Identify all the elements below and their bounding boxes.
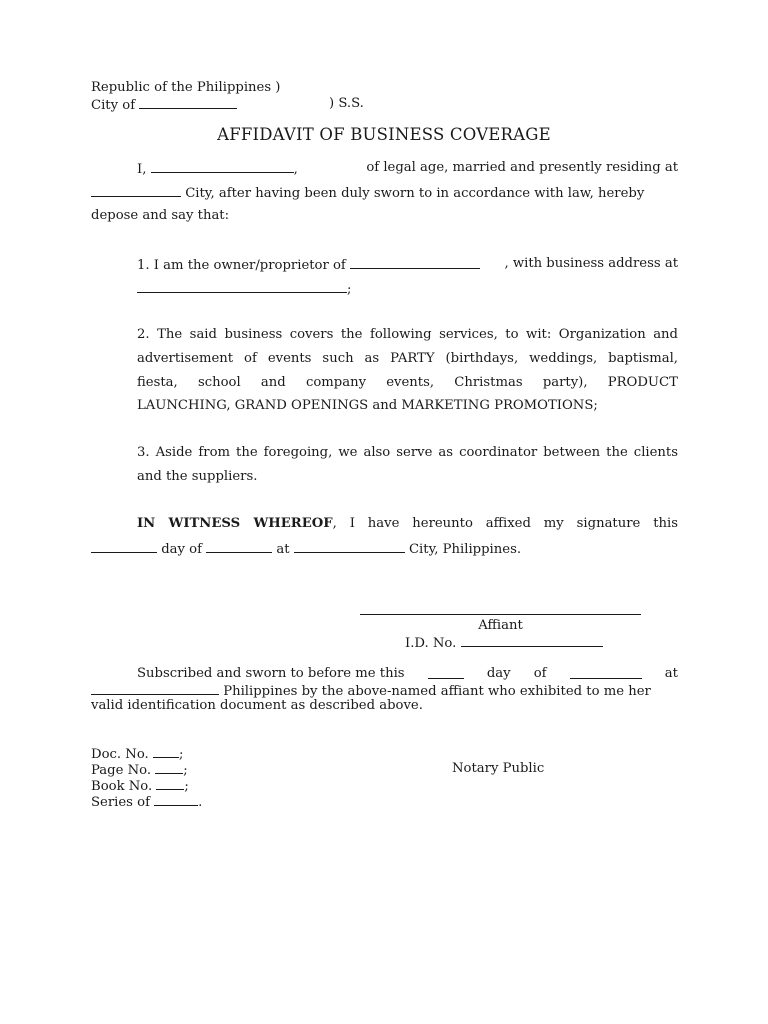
intro-i: I, , (137, 162, 298, 177)
id-number-label: I.D. No. (405, 636, 457, 651)
subscribed-line-3: valid identification document as described above. (91, 698, 423, 713)
item2-word: school (197, 375, 241, 390)
item1-line-1 (137, 256, 678, 274)
business-address-blank (137, 280, 347, 293)
book-no-label: Book No. (91, 779, 153, 794)
page-no-label: Page No. (91, 763, 152, 778)
subscribed-day: day (486, 666, 511, 681)
item2-word: fiesta, (137, 375, 178, 390)
witness-city-text: City, Philippines. (408, 542, 522, 557)
subscribed-at: at (664, 666, 678, 681)
subscribed-of: of (533, 666, 547, 681)
book-no-semicolon: ; (184, 779, 189, 794)
series-line (91, 793, 202, 811)
doc-no-label: Doc. No. (91, 747, 149, 762)
doc-no-semicolon: ; (178, 747, 184, 762)
subscribed-line2-text: Philippines by the above-named affiant who exhibited to me her (223, 684, 651, 699)
affiant-label: Affiant (478, 618, 523, 633)
item1-address-text: , with business address at (504, 256, 678, 271)
republic-text: Republic of the Philippines ) (91, 80, 281, 95)
witness-rest: , I have hereunto affixed my signature this (332, 516, 678, 531)
item2-word: events, (386, 375, 435, 390)
witness-line-1 (137, 516, 678, 532)
intro-line1-rest: of legal age, married and presently residing at (366, 160, 678, 175)
item2-word: PRODUCT (607, 375, 678, 390)
item2-line-3 (137, 375, 678, 391)
book-no-blank (156, 777, 184, 790)
item1-semicolon: ; (347, 282, 352, 297)
witness-line-2 (91, 540, 521, 558)
city-line (91, 96, 237, 114)
doc-no-blank (153, 745, 179, 758)
item3-line-2: and the suppliers. (137, 469, 258, 484)
intro-i-text: I, (137, 162, 147, 177)
subscribed-day-blank (428, 666, 464, 679)
witness-at: at (276, 542, 290, 557)
intro-line2-text: City, after having been duly sworn to in accordance with law, hereby (185, 186, 645, 201)
city-blank (139, 96, 237, 109)
ss-label: ) S.S. (329, 96, 364, 111)
affiant-signature-line (360, 614, 641, 615)
item2-word: and (260, 375, 286, 390)
witness-day-of: day of (161, 542, 202, 557)
item2-line-1: 2. The said business covers the following services, to wit: Organization and (137, 327, 678, 342)
city-label: City of (91, 98, 136, 113)
id-number-line (405, 634, 603, 652)
republic-line (91, 80, 280, 96)
intro-line-3: depose and say that: (91, 208, 230, 223)
subscribed-line-1 (137, 666, 678, 682)
item3-line-1: 3. Aside from the foregoing, we also serve as coordinator between the clients (137, 445, 678, 460)
witness-day-blank (91, 540, 157, 553)
series-blank (154, 793, 198, 806)
item2-word: company (305, 375, 367, 390)
witness-city-blank (294, 540, 405, 553)
page-no-blank (155, 761, 183, 774)
name-blank (151, 160, 294, 173)
item2-line-2: advertisement of events such as PARTY (birthdays, weddings, baptismal, (137, 351, 678, 366)
document-title: AFFIDAVIT OF BUSINESS COVERAGE (217, 125, 551, 144)
item1-line-2 (137, 280, 351, 298)
intro-line-2 (91, 184, 644, 202)
business-name-blank (350, 256, 480, 269)
residence-city-blank (91, 184, 181, 197)
subscribed-text: Subscribed and sworn to before me this (137, 666, 405, 681)
item2-word: party), (542, 375, 588, 390)
witness-bold: IN WITNESS WHEREOF (137, 516, 333, 531)
subscribed-place-blank (91, 682, 219, 695)
item2-line-4: LAUNCHING, GRAND OPENINGS and MARKETING PROMOTIONS; (137, 398, 598, 413)
witness-month-blank (206, 540, 272, 553)
id-number-blank (461, 634, 603, 647)
intro-line-1 (137, 160, 678, 178)
series-label: Series of (91, 795, 150, 810)
subscribed-month-blank (570, 666, 642, 679)
item2-word: Christmas (454, 375, 523, 390)
page-no-semicolon: ; (183, 763, 188, 778)
series-period: . (198, 795, 203, 810)
notary-public-label: Notary Public (452, 761, 545, 776)
item1-start (137, 256, 480, 274)
item1-owner-text: 1. I am the owner/proprietor of (137, 258, 346, 273)
